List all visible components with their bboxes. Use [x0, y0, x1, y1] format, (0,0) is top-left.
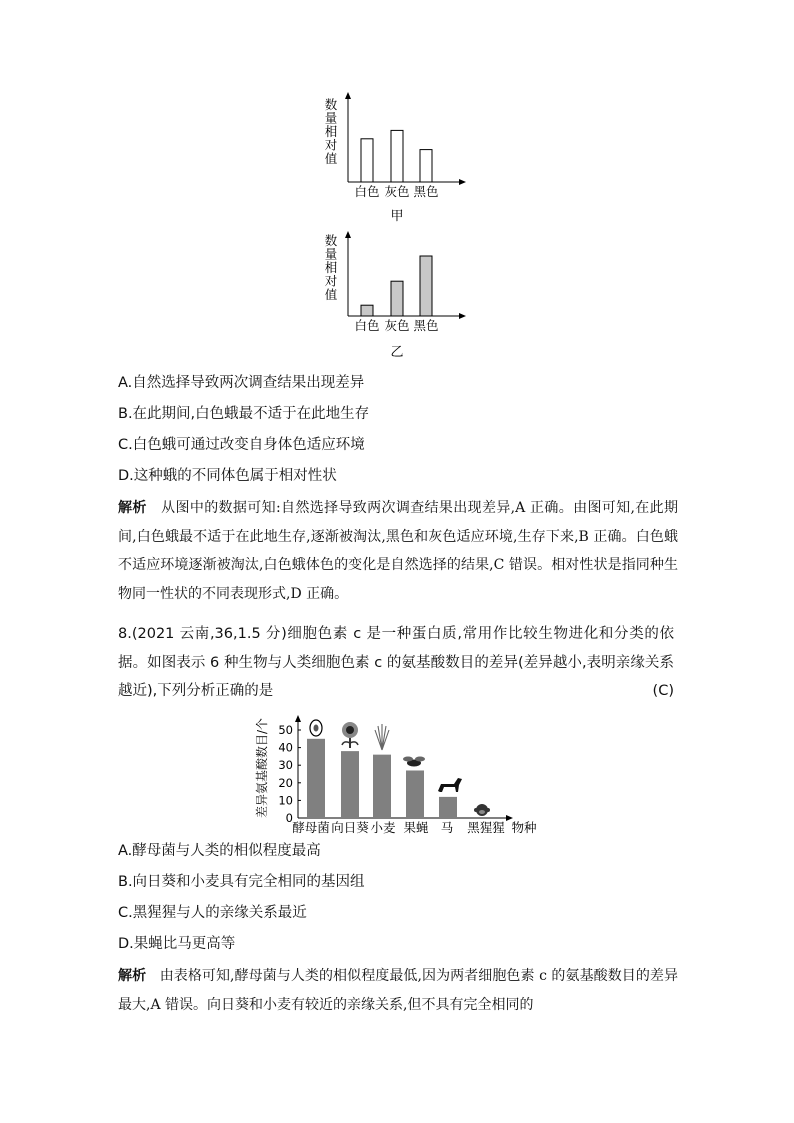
yi-y-label-char: 对 — [324, 273, 338, 289]
yi-category-label: 黑色 — [413, 318, 439, 333]
jia-bar — [361, 139, 373, 182]
q7-option-c: C.白色蛾可通过改变自身体色适应环境 — [118, 437, 365, 453]
q8-option-d: D.果蝇比马更高等 — [118, 936, 236, 952]
yi-y-arrow — [345, 231, 351, 238]
q8-y-tick-label: 20 — [278, 775, 293, 790]
q8-y-tick-label: 40 — [278, 740, 293, 755]
q8-analysis — [118, 962, 678, 1019]
chart-q8 — [254, 712, 544, 838]
q8-category-label: 酵母菌 — [292, 820, 330, 835]
q7-analysis-text: 从图中的数据可知:自然选择导致两次调查结果出现差异,A 正确。由图可知,在此期间,白色蛾最不适于在此地生存,逐渐被淘汰,黑色和灰色适应环境,生存下来,B 正确。白色蛾不适应环境逐渐被淘汰,白色蛾体色的变化是自然选择的结果,C 错误。相对性状是指同种生物同一性状的不同表现形式,D 正确。 — [118, 500, 679, 602]
jia-y-label-char: 对 — [324, 137, 338, 153]
chart-jia — [320, 90, 480, 230]
yi-bar — [420, 256, 432, 316]
q8-answer: (C) — [652, 683, 674, 699]
yi-y-axis-label — [325, 233, 338, 302]
q8-bar — [341, 751, 359, 818]
q8-y-axis-label — [254, 718, 269, 818]
jia-y-axis-label — [325, 97, 338, 166]
yi-y-label-char: 相 — [324, 260, 338, 275]
q8-analysis-text: 由表格可知,酵母菌与人类的相似程度最低,因为两者细胞色素 c 的氨基酸数目的差异最大,A 错误。向日葵和小麦有较近的亲缘关系,但不具有完全相同的 — [118, 968, 678, 1013]
q8-option-b: B.向日葵和小麦具有完全相同的基因组 — [118, 874, 365, 890]
jia-y-label-char: 相 — [324, 124, 338, 139]
q8-y-tick-label: 30 — [278, 758, 293, 773]
fruit-fly-icon — [403, 757, 425, 767]
yeast-icon — [310, 720, 322, 736]
q8-bar — [439, 797, 457, 818]
q8-bar — [406, 770, 424, 818]
jia-caption: 甲 — [390, 209, 404, 224]
jia-bar — [420, 150, 432, 182]
q8-stem-text: 8.(2021 云南,36,1.5 分)细胞色素 c 是一种蛋白质,常用作比较生物进化和分类的依据。如图表示 6 种生物与人类细胞色素 c 的氨基酸数目的差异(差异越小,表明亲缘关系越近),下列分析正确的是 — [118, 626, 674, 699]
jia-category-label: 灰色 — [384, 184, 410, 199]
q8-y-label-text: 差异氨基酸数目/个 — [255, 717, 269, 819]
jia-bar — [391, 130, 403, 182]
chimpanzee-icon — [474, 804, 490, 816]
q8-y-tick-label: 10 — [278, 793, 293, 808]
jia-category-label: 白色 — [354, 184, 380, 199]
sunflower-icon — [342, 722, 358, 748]
jia-y-label-char: 值 — [324, 151, 338, 166]
horse-icon — [438, 778, 462, 792]
q8-stem — [118, 620, 674, 706]
q8-category-label: 果蝇 — [403, 820, 429, 835]
q8-category-label: 小麦 — [370, 820, 396, 835]
jia-x-arrow — [459, 179, 466, 185]
yi-y-label-char: 值 — [324, 287, 338, 302]
q8-category-label: 向日葵 — [331, 820, 369, 835]
jia-category-label: 黑色 — [413, 184, 439, 199]
yi-category-label: 灰色 — [384, 318, 410, 333]
q8-bar — [307, 739, 325, 818]
jia-y-label-char: 量 — [324, 110, 338, 126]
yi-x-arrow — [459, 313, 466, 319]
yi-bar — [361, 305, 373, 316]
q8-x-axis-label: 物种 — [511, 820, 537, 835]
q8-option-c: C.黑猩猩与人的亲缘关系最近 — [118, 905, 307, 921]
q7-analysis — [118, 494, 678, 608]
q8-option-a: A.酵母菌与人类的相似程度最高 — [118, 843, 321, 859]
q8-y-tick-label: 50 — [278, 723, 293, 737]
q7-option-d: D.这种蛾的不同体色属于相对性状 — [118, 468, 337, 484]
wheat-icon — [375, 724, 389, 750]
chart-yi — [320, 228, 480, 364]
jia-y-label-char: 数 — [324, 97, 338, 112]
yi-y-label-char: 量 — [324, 246, 338, 262]
q8-category-label: 黑猩猩 — [467, 820, 505, 835]
yi-category-label: 白色 — [354, 318, 380, 333]
q7-option-a: A.自然选择导致两次调查结果出现差异 — [118, 375, 365, 391]
q8-y-tick-label: 0 — [285, 811, 293, 825]
yi-y-label-char: 数 — [324, 233, 338, 248]
jia-y-arrow — [345, 92, 351, 99]
q8-category-label: 马 — [440, 820, 454, 835]
q7-analysis-label: 解析 — [118, 500, 147, 516]
q8-analysis-label: 解析 — [118, 968, 147, 984]
q8-y-arrow — [295, 715, 301, 722]
q7-option-b: B.在此期间,白色蛾最不适于在此地生存 — [118, 406, 370, 422]
yi-caption: 乙 — [390, 345, 404, 360]
q8-bar — [373, 755, 391, 818]
yi-bar — [391, 281, 403, 316]
